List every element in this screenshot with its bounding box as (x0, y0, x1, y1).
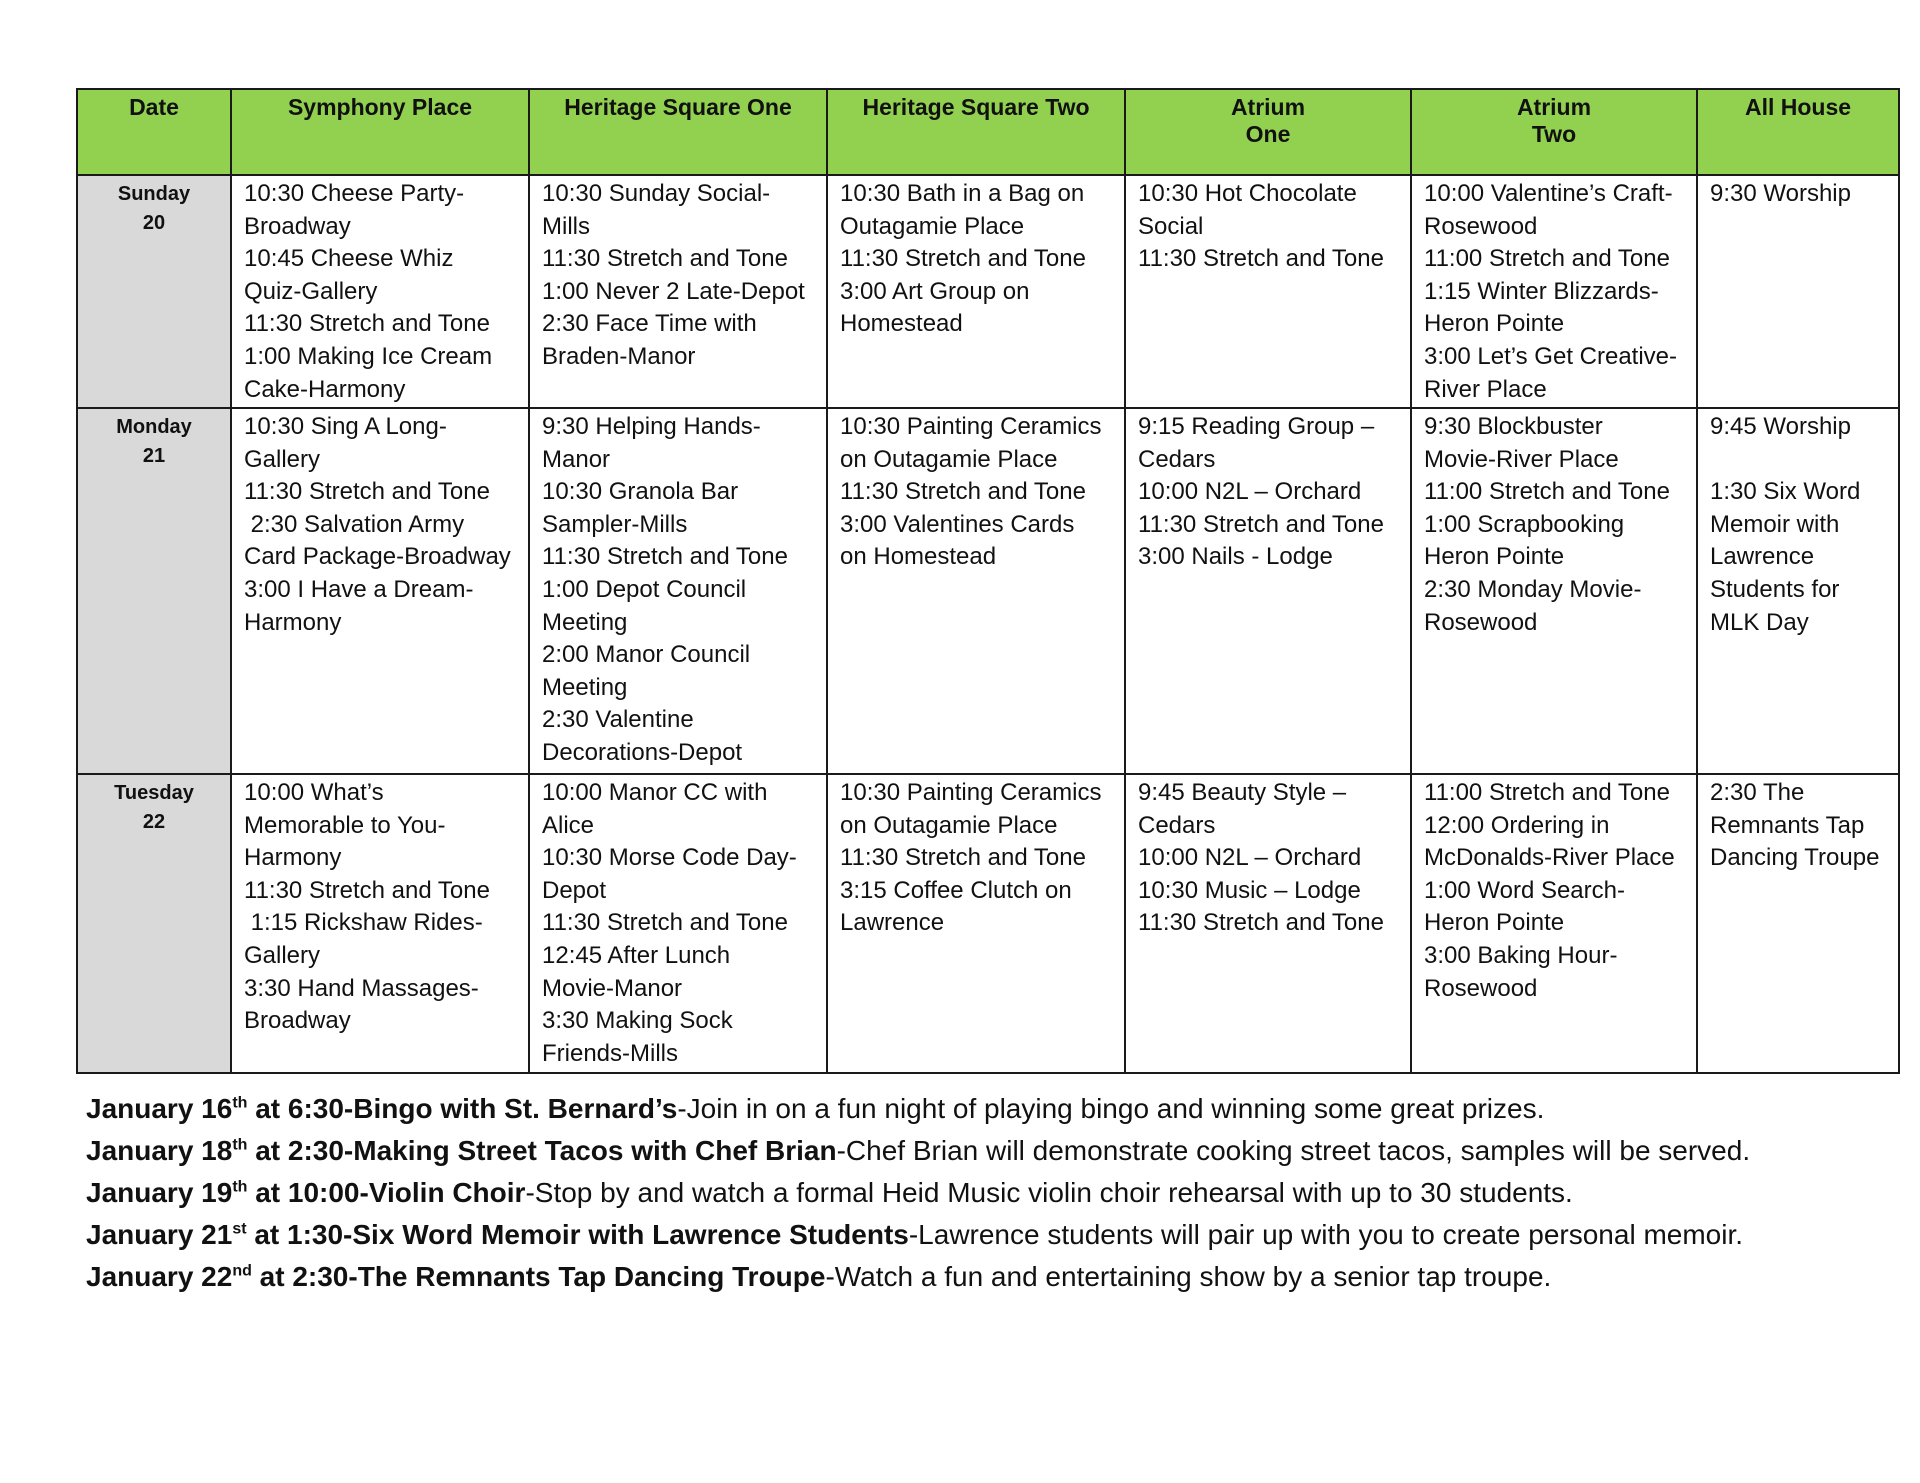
event-title: January 21st at 1:30-Six Word Memoir with Lawrence Students (86, 1219, 909, 1250)
activity-line: 3:15 Coffee Clutch on (840, 876, 1072, 904)
activity-line: Meeting (542, 673, 628, 701)
activity-line: 12:45 After Lunch (542, 941, 731, 969)
activity-line: 1:15 Winter Blizzards- (1424, 277, 1659, 305)
schedule-row-monday (77, 408, 1899, 774)
activity-line: 2:30 Valentine (542, 706, 694, 734)
activity-line: 3:00 Baking Hour- (1424, 941, 1618, 969)
activity-cell-symphony-place (231, 408, 529, 774)
activity-line: Remnants Tap (1710, 811, 1865, 839)
activity-line: Social (1138, 212, 1204, 240)
activity-line: Friends-Mills (542, 1039, 679, 1067)
event-note (86, 1256, 1886, 1298)
activity-line: 3:00 Nails - Lodge (1138, 543, 1333, 571)
activity-line: Harmony (244, 608, 342, 636)
activity-line: 11:30 Stretch and Tone (244, 478, 490, 506)
activity-line: 10:00 Manor CC with (542, 779, 768, 806)
activity-cell-atrium-two (1411, 408, 1697, 774)
activity-line: Heron Pointe (1424, 310, 1565, 338)
activity-line: Alice (542, 811, 595, 839)
activity-line: Cedars (1138, 445, 1216, 473)
activity-line: 12:00 Ordering in (1424, 811, 1610, 839)
activity-line: Broadway (244, 212, 351, 240)
activity-line: 2:00 Manor Council (542, 641, 751, 669)
activity-line: Sampler-Mills (542, 510, 688, 538)
activity-line: Gallery (244, 445, 321, 473)
activity-cell-atrium-two (1411, 774, 1697, 1073)
activity-cell-heritage-square-two (827, 408, 1125, 774)
event-title: January 22nd at 2:30-The Remnants Tap Dancing Troupe (86, 1261, 826, 1292)
activity-line: 10:30 Sing A Long- (244, 413, 447, 440)
activity-line: 3:00 Let’s Get Creative- (1424, 342, 1678, 370)
activity-line: 9:30 Blockbuster (1424, 413, 1603, 440)
event-title: January 19th at 10:00-Violin Choir (86, 1177, 526, 1208)
activity-line: 11:00 Stretch and Tone (1424, 245, 1670, 273)
activity-line: 2:30 The (1710, 779, 1805, 806)
activity-line: Students for (1710, 575, 1840, 603)
activity-line: 10:30 Painting Ceramics (840, 413, 1102, 440)
activity-line: Lawrence (1710, 543, 1815, 571)
activity-line: 1:00 Never 2 Late-Depot (542, 277, 805, 305)
activity-line: Gallery (244, 941, 321, 969)
activity-line: 1:00 Depot Council (542, 575, 747, 603)
activity-line: Memorable to You- (244, 811, 446, 839)
activity-cell-heritage-square-one (529, 774, 827, 1073)
activity-line: 10:30 Morse Code Day- (542, 844, 797, 872)
event-note (86, 1214, 1886, 1256)
activity-line: 11:30 Stretch and Tone (244, 310, 490, 338)
activity-line: 9:30 Worship (1710, 180, 1851, 207)
activity-line: Dancing Troupe (1710, 844, 1880, 872)
day-name: Tuesday (114, 782, 194, 804)
activity-line: on Outagamie Place (840, 811, 1058, 839)
activity-line: Rosewood (1424, 212, 1538, 240)
schedule-row-tuesday (77, 774, 1899, 1073)
activity-line: 10:00 N2L – Orchard (1138, 478, 1362, 506)
activity-line: 1:00 Scrapbooking (1424, 510, 1625, 538)
event-note (86, 1088, 1886, 1130)
activity-line: 10:30 Cheese Party- (244, 180, 465, 207)
activity-line: 11:30 Stretch and Tone (542, 245, 788, 273)
event-description: -Chef Brian will demonstrate cooking street tacos, samples will be served. (836, 1135, 1751, 1166)
activity-line: 3:00 I Have a Dream- (244, 575, 474, 603)
activity-cell-symphony-place (231, 774, 529, 1073)
activity-cell-heritage-square-two (827, 774, 1125, 1073)
activity-line: Braden-Manor (542, 342, 696, 370)
activity-line: 11:30 Stretch and Tone (1138, 510, 1384, 538)
activity-line: 9:15 Reading Group – (1138, 413, 1375, 440)
event-title: January 16th at 6:30-Bingo with St. Bernard’s (86, 1093, 678, 1124)
activity-line: McDonalds-River Place (1424, 844, 1675, 872)
activity-line: 10:30 Music – Lodge (1138, 876, 1361, 904)
activity-line: 10:00 N2L – Orchard (1138, 844, 1362, 872)
activity-line: 10:45 Cheese Whiz (244, 245, 454, 273)
activity-cell-atrium-one (1125, 175, 1411, 408)
activity-line: Heron Pointe (1424, 909, 1565, 937)
event-description: -Join in on a fun night of playing bingo and winning some great prizes. (677, 1093, 1545, 1124)
activity-line: Decorations-Depot (542, 738, 743, 766)
activity-line: on Outagamie Place (840, 445, 1058, 473)
activity-line: MLK Day (1710, 608, 1809, 636)
activity-line: 9:45 Worship (1710, 413, 1851, 440)
activity-line: 10:00 Valentine’s Craft- (1424, 180, 1673, 207)
activity-line: Rosewood (1424, 974, 1538, 1002)
event-note (86, 1172, 1886, 1214)
activity-line: 2:30 Salvation Army (244, 510, 465, 538)
date-cell (77, 408, 231, 774)
activity-line: 1:15 Rickshaw Rides- (244, 909, 483, 937)
schedule-row-sunday (77, 175, 1899, 408)
event-note (86, 1130, 1886, 1172)
day-name: Monday (116, 416, 192, 438)
activity-line: 11:30 Stretch and Tone (840, 245, 1086, 273)
activity-cell-symphony-place (231, 175, 529, 408)
activity-line: Movie-Manor (542, 974, 683, 1002)
day-number: 20 (142, 212, 166, 234)
activity-cell-heritage-square-one (529, 175, 827, 408)
activity-line: 10:00 What’s (244, 779, 384, 806)
activity-line: 11:00 Stretch and Tone (1424, 779, 1670, 806)
activity-line: 3:00 Art Group on (840, 277, 1030, 305)
activity-line: Mills (542, 212, 590, 240)
activity-line (1710, 444, 1888, 477)
activity-line: 10:30 Sunday Social- (542, 180, 771, 207)
activity-cell-all-house (1697, 774, 1899, 1073)
activity-cell-atrium-two (1411, 175, 1697, 408)
activity-line: 3:30 Hand Massages- (244, 974, 479, 1002)
activity-line: Memoir with (1710, 510, 1840, 538)
day-number: 22 (142, 811, 166, 833)
activity-line: 11:30 Stretch and Tone (542, 909, 788, 937)
day-number: 21 (142, 445, 166, 467)
event-description: -Stop by and watch a formal Heid Music violin choir rehearsal with up to 30 students. (525, 1177, 1573, 1208)
header-date: Date (77, 89, 231, 175)
activity-line: Outagamie Place (840, 212, 1025, 240)
activity-line: River Place (1424, 375, 1547, 403)
activity-line: Cedars (1138, 811, 1216, 839)
activity-line: 10:30 Painting Ceramics (840, 779, 1102, 806)
activity-line: 10:30 Hot Chocolate (1138, 180, 1357, 207)
header-heritage-square-two: Heritage Square Two (827, 89, 1125, 175)
activity-line: 10:30 Granola Bar (542, 478, 739, 506)
activity-line: 11:30 Stretch and Tone (840, 478, 1086, 506)
header-symphony-place: Symphony Place (231, 89, 529, 175)
activity-cell-all-house (1697, 175, 1899, 408)
activity-line: Lawrence (840, 909, 945, 937)
event-title: January 18th at 2:30-Making Street Tacos with Chef Brian (86, 1135, 837, 1166)
activity-line: 3:30 Making Sock (542, 1007, 733, 1035)
activity-line: 11:30 Stretch and Tone (1138, 245, 1384, 273)
activity-line: 10:30 Bath in a Bag on (840, 180, 1085, 207)
header-heritage-square-one: Heritage Square One (529, 89, 827, 175)
activity-line: Cake-Harmony (244, 375, 406, 403)
activity-line: Quiz-Gallery (244, 277, 378, 305)
event-description: -Watch a fun and entertaining show by a senior tap troupe. (825, 1261, 1552, 1292)
activity-line: Card Package-Broadway (244, 543, 511, 571)
special-events-list (86, 1088, 1886, 1298)
activity-line: 1:30 Six Word (1710, 478, 1861, 506)
activity-cell-heritage-square-two (827, 175, 1125, 408)
activity-line: Manor (542, 445, 611, 473)
activity-cell-atrium-one (1125, 408, 1411, 774)
event-description: -Lawrence students will pair up with you to create personal memoir. (908, 1219, 1744, 1250)
activity-cell-all-house (1697, 408, 1899, 774)
activity-cell-atrium-one (1125, 774, 1411, 1073)
activity-line: 9:30 Helping Hands- (542, 413, 761, 440)
activity-schedule-table (76, 88, 1900, 1074)
header-atrium-two: Atrium Two (1411, 89, 1697, 175)
day-name: Sunday (117, 183, 191, 205)
activity-line: 2:30 Monday Movie- (1424, 575, 1642, 603)
activity-line: Broadway (244, 1007, 351, 1035)
header-all-house: All House (1697, 89, 1899, 175)
activity-line: 1:00 Word Search- (1424, 876, 1625, 904)
activity-line: Harmony (244, 844, 342, 872)
activity-line: 1:00 Making Ice Cream (244, 342, 493, 370)
activity-line: Homestead (840, 310, 963, 338)
date-cell (77, 774, 231, 1073)
activity-line: 11:00 Stretch and Tone (1424, 478, 1670, 506)
date-cell (77, 175, 231, 408)
activity-line: 11:30 Stretch and Tone (1138, 909, 1384, 937)
activity-line: 11:30 Stretch and Tone (542, 543, 788, 571)
activity-line: Meeting (542, 608, 628, 636)
activity-line: 11:30 Stretch and Tone (244, 876, 490, 904)
activity-line: 11:30 Stretch and Tone (840, 844, 1086, 872)
activity-line: 9:45 Beauty Style – (1138, 779, 1347, 806)
activity-line: Movie-River Place (1424, 445, 1619, 473)
activity-line: on Homestead (840, 543, 997, 571)
activity-line: 2:30 Face Time with (542, 310, 757, 338)
header-row (77, 89, 1899, 175)
header-atrium-one: Atrium One (1125, 89, 1411, 175)
activity-line: Depot (542, 876, 607, 904)
activity-line: Rosewood (1424, 608, 1538, 636)
activity-cell-heritage-square-one (529, 408, 827, 774)
activity-line: 3:00 Valentines Cards (840, 510, 1075, 538)
activity-line: Heron Pointe (1424, 543, 1565, 571)
